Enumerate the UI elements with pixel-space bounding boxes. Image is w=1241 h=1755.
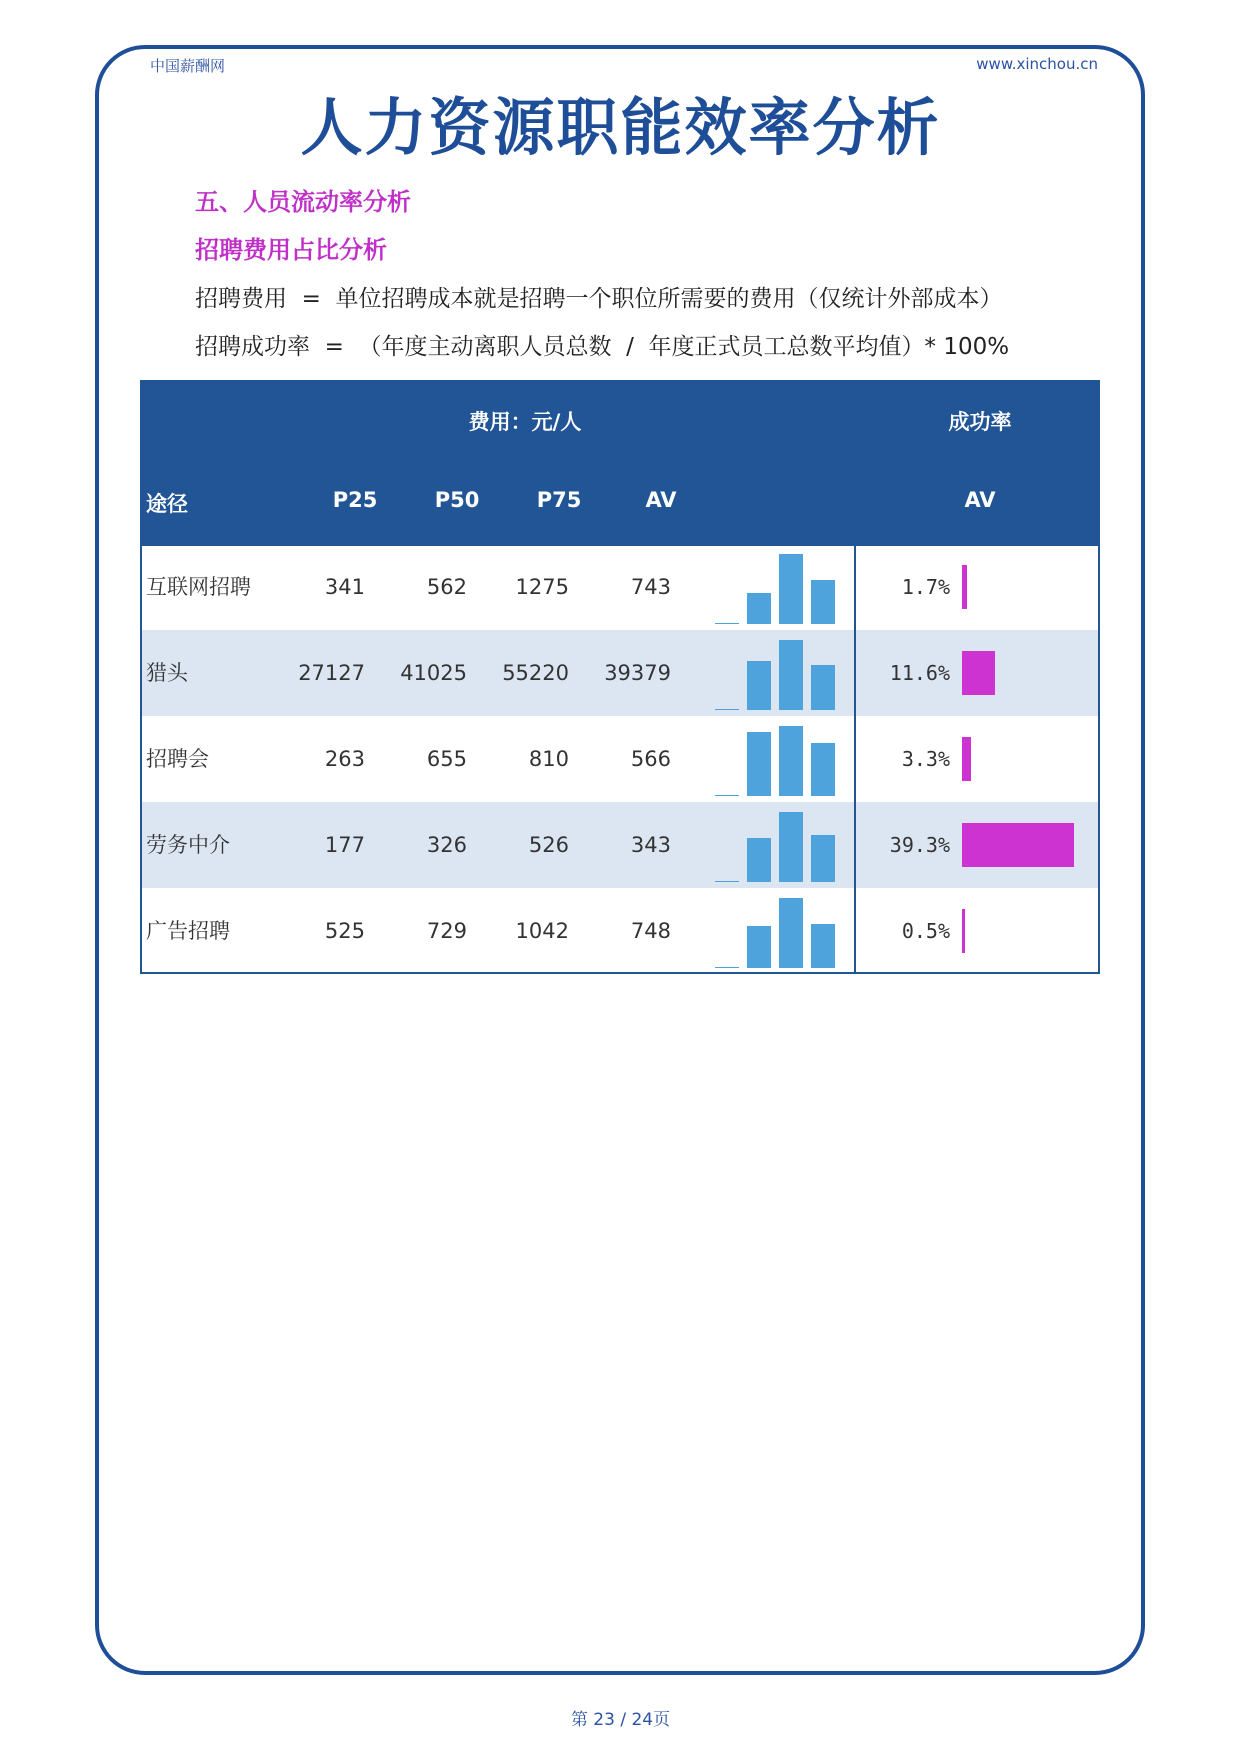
cell-p50: 41025 (400, 661, 467, 685)
col-rate-av: AV (964, 488, 996, 512)
site-url[interactable]: www.xinchou.cn (976, 55, 1098, 73)
col-p25: P25 (332, 488, 378, 512)
cell-av: 743 (630, 575, 671, 599)
cell-av: 748 (630, 919, 671, 943)
table-row (140, 888, 1100, 974)
cell-p25: 27127 (298, 661, 365, 685)
cell-p75: 1275 (515, 575, 569, 599)
cell-p75: 526 (528, 833, 569, 857)
section-subheading: 招聘费用占比分析 (195, 236, 387, 264)
section-heading: 五、人员流动率分析 (195, 188, 411, 216)
success-rate-bar (962, 909, 965, 953)
brand-name: 中国薪酬网 (150, 57, 226, 75)
success-rate-bar (962, 823, 1074, 867)
cell-p25: 177 (324, 833, 365, 857)
spark-baseline (715, 795, 739, 796)
spark-bar-av (811, 835, 835, 882)
column-divider (854, 544, 856, 974)
cost-sparkline (715, 716, 850, 802)
spark-bar-p50 (747, 593, 771, 624)
success-rate-bar (962, 565, 967, 609)
channel-name: 猎头 (146, 661, 188, 685)
cell-p75: 1042 (515, 919, 569, 943)
rate-group-header: 成功率 (948, 410, 1012, 434)
spark-bar-p75 (779, 640, 803, 710)
cell-av: 566 (630, 747, 671, 771)
spark-baseline (715, 709, 739, 710)
cell-p75: 810 (528, 747, 569, 771)
table-header (140, 380, 1100, 544)
cost-formula: 招聘费用 = 单位招聘成本就是招聘一个职位所需要的费用（仅统计外部成本） (195, 286, 1003, 312)
spark-bar-p50 (747, 926, 771, 968)
cost-sparkline (715, 544, 850, 630)
spark-bar-av (811, 743, 835, 796)
cost-sparkline (715, 630, 850, 716)
success-rate: 0.5% (901, 919, 950, 943)
success-rate: 1.7% (901, 575, 950, 599)
cost-sparkline (715, 888, 850, 974)
table-row (140, 630, 1100, 716)
cell-p75: 55220 (502, 661, 569, 685)
spark-baseline (715, 967, 739, 968)
cell-p50: 326 (426, 833, 467, 857)
col-channel: 途径 (146, 492, 188, 516)
spark-bar-p75 (779, 812, 803, 882)
success-rate-formula: 招聘成功率 = （年度主动离职人员总数 / 年度正式员工总数平均值）* 100% (195, 334, 1010, 360)
cell-p50: 562 (426, 575, 467, 599)
cell-p25: 263 (324, 747, 365, 771)
spark-bar-p50 (747, 838, 771, 882)
recruitment-cost-table (140, 380, 1100, 974)
col-p50: P50 (434, 488, 480, 512)
channel-name: 劳务中介 (146, 833, 230, 857)
spark-baseline (715, 881, 739, 882)
table-row (140, 544, 1100, 630)
table-row (140, 802, 1100, 888)
success-rate: 3.3% (901, 747, 950, 771)
spark-bar-p50 (747, 661, 771, 710)
cell-p50: 655 (426, 747, 467, 771)
channel-name: 互联网招聘 (146, 575, 251, 599)
spark-bar-av (811, 665, 835, 710)
cell-av: 343 (630, 833, 671, 857)
page-number: 第 23 / 24页 (570, 1710, 671, 1730)
page-title: 人力资源职能效率分析 (300, 91, 941, 164)
spark-bar-p50 (747, 732, 771, 796)
spark-bar-av (811, 580, 835, 624)
success-rate: 39.3% (889, 833, 950, 857)
table-row (140, 716, 1100, 802)
channel-name: 广告招聘 (146, 919, 230, 943)
spark-bar-p75 (779, 898, 803, 968)
success-rate-bar (962, 651, 995, 695)
success-rate-bar (962, 737, 971, 781)
spark-bar-av (811, 924, 835, 968)
spark-bar-p75 (779, 554, 803, 624)
cost-group-header: 费用：元/人 (468, 410, 582, 434)
cell-p25: 341 (324, 575, 365, 599)
cell-av: 39379 (604, 661, 671, 685)
spark-bar-p75 (779, 726, 803, 796)
channel-name: 招聘会 (146, 747, 209, 771)
success-rate: 11.6% (889, 661, 950, 685)
cost-sparkline (715, 802, 850, 888)
spark-baseline (715, 623, 739, 624)
col-av: AV (645, 488, 677, 512)
col-p75: P75 (536, 488, 582, 512)
cell-p25: 525 (324, 919, 365, 943)
cell-p50: 729 (426, 919, 467, 943)
